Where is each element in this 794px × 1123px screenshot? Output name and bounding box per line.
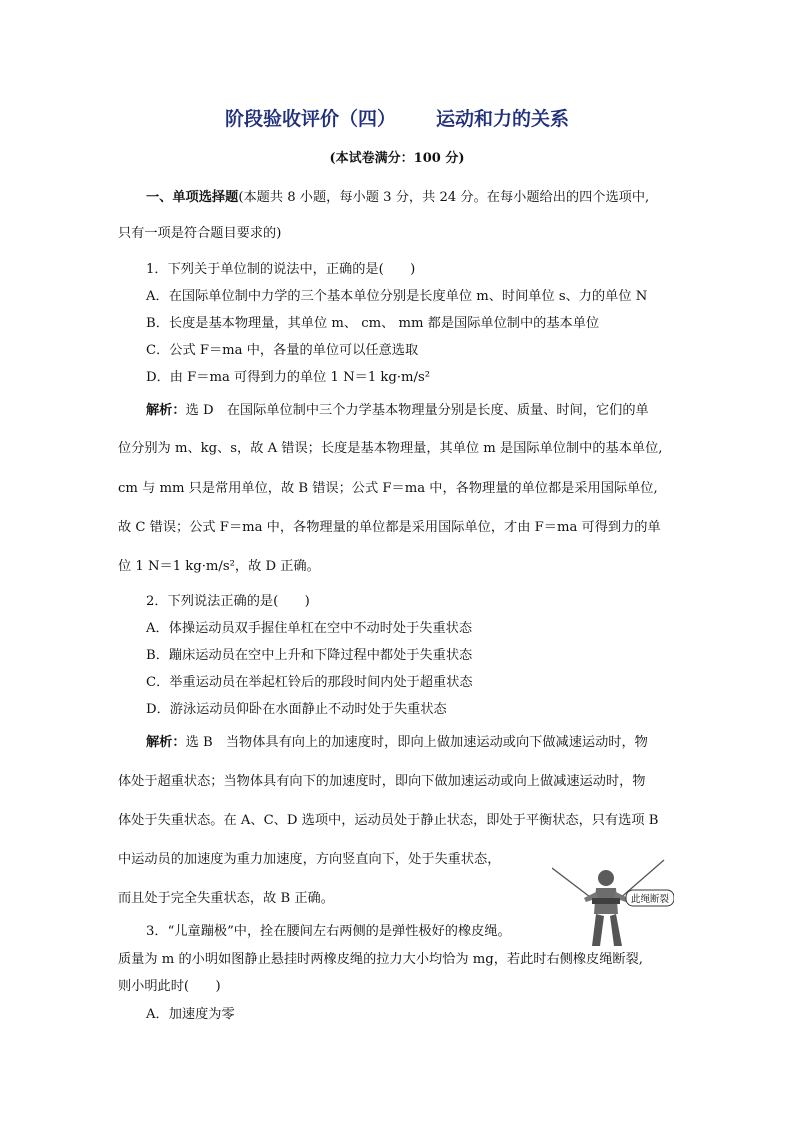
q2-analysis-line3: 体处于失重状态。在 A、C、D 选项中，运动员处于静止状态，即处于平衡状态，只有选项 B	[118, 813, 659, 828]
bungee-child-illustration	[552, 858, 674, 954]
child-right-leg	[610, 914, 622, 946]
q2-option-c: C．举重运动员在举起杠铃后的那段时间内处于超重状态	[146, 675, 473, 690]
q1-option-c: C．公式 F＝ma 中，各量的单位可以任意选取	[146, 343, 419, 358]
q1-analysis-line2: 位分别为 m、kg、s，故 A 错误；长度是基本物理量，其单位 m 是国际单位制中的基本单位,	[118, 441, 663, 456]
title-part2: 运动和力的关系	[436, 108, 570, 130]
waist-harness	[592, 898, 620, 904]
left-rope	[552, 868, 594, 900]
section-heading-label: 一、单项选择题	[146, 190, 239, 205]
section-heading-line2: 只有一项是符合题目要求的)	[118, 226, 282, 241]
q1-option-b: B．长度是基本物理量，其单位 m、 cm、 mm 都是国际单位制中的基本单位	[146, 316, 600, 331]
q1-analysis-line5: 位 1 N＝1 kg·m/s²，故 D 正确。	[118, 559, 320, 574]
q2-option-d: D．游泳运动员仰卧在水面静止不动时处于失重状态	[146, 702, 447, 717]
q2-stem: 2．下列说法正确的是( )	[146, 594, 310, 609]
child-head	[598, 870, 614, 886]
q2-analysis-line4: 中运动员的加速度为重力加速度，方向竖直向下，处于失重状态，	[118, 852, 501, 867]
q1-analysis-line3: cm 与 mm 只是常用单位，故 B 错误；公式 F＝ma 中，各物理量的单位都是采用国际单位,	[118, 481, 658, 496]
q2-analysis-label: 解析：	[146, 735, 186, 750]
section-heading-line1	[146, 186, 649, 205]
q2-analysis-text: 选 B 当物体具有向上的加速度时，即向上做加速运动或向下做减速运动时，物	[185, 735, 648, 750]
q3-stem-line3: 则小明此时( )	[118, 979, 221, 994]
figure-label: 此绳断裂	[630, 894, 670, 905]
q2-analysis-line1	[146, 731, 648, 750]
q2-option-a: A．体操运动员双手握住单杠在空中不动时处于失重状态	[146, 621, 473, 636]
q1-analysis-line1	[146, 399, 649, 418]
q1-stem: 1．下列关于单位制的说法中，正确的是( )	[146, 262, 416, 277]
q2-option-b: B．蹦床运动员在空中上升和下降过程中都处于失重状态	[146, 648, 473, 663]
q1-option-d: D．由 F＝ma 可得到力的单位 1 N＝1 kg·m/s²	[146, 370, 431, 385]
q1-analysis-line4: 故 C 错误；公式 F＝ma 中，各物理量的单位都是采用国际单位，才由 F＝ma 可得到力的单	[118, 520, 661, 535]
q1-analysis-text: 选 D 在国际单位制中三个力学基本物理量分别是长度、质量、时间，它们的单	[185, 403, 649, 418]
title-part1: 阶段验收评价（四）	[224, 108, 396, 130]
q1-option-a: A．在国际单位制中力学的三个基本单位分别是长度单位 m、时间单位 s、力的单位 N	[146, 289, 648, 304]
page-title	[0, 104, 794, 131]
q3-stem-line1: 3．“儿童蹦极”中，拴在腰间左右两侧的是弹性极好的橡皮绳。	[146, 924, 511, 939]
bungee-figure	[552, 858, 674, 954]
q2-analysis-line2: 体处于超重状态；当物体具有向下的加速度时，即向下做加速运动或向上做减速运动时，物	[118, 774, 646, 789]
q1-analysis-label: 解析：	[146, 403, 186, 418]
page-subtitle: (本试卷满分：100 分)	[329, 151, 465, 166]
q3-stem-line2: 质量为 m 的小明如图静止悬挂时两橡皮绳的拉力大小均恰为 mg，若此时右侧橡皮绳断裂,	[118, 952, 643, 967]
q2-analysis-line5: 而且处于完全失重状态，故 B 正确。	[118, 891, 334, 906]
child-left-leg	[592, 914, 604, 946]
q3-option-a: A．加速度为零	[146, 1007, 235, 1022]
section-heading-rest: (本题共 8 小题，每小题 3 分，共 24 分。在每小题给出的四个选项中,	[238, 190, 650, 205]
